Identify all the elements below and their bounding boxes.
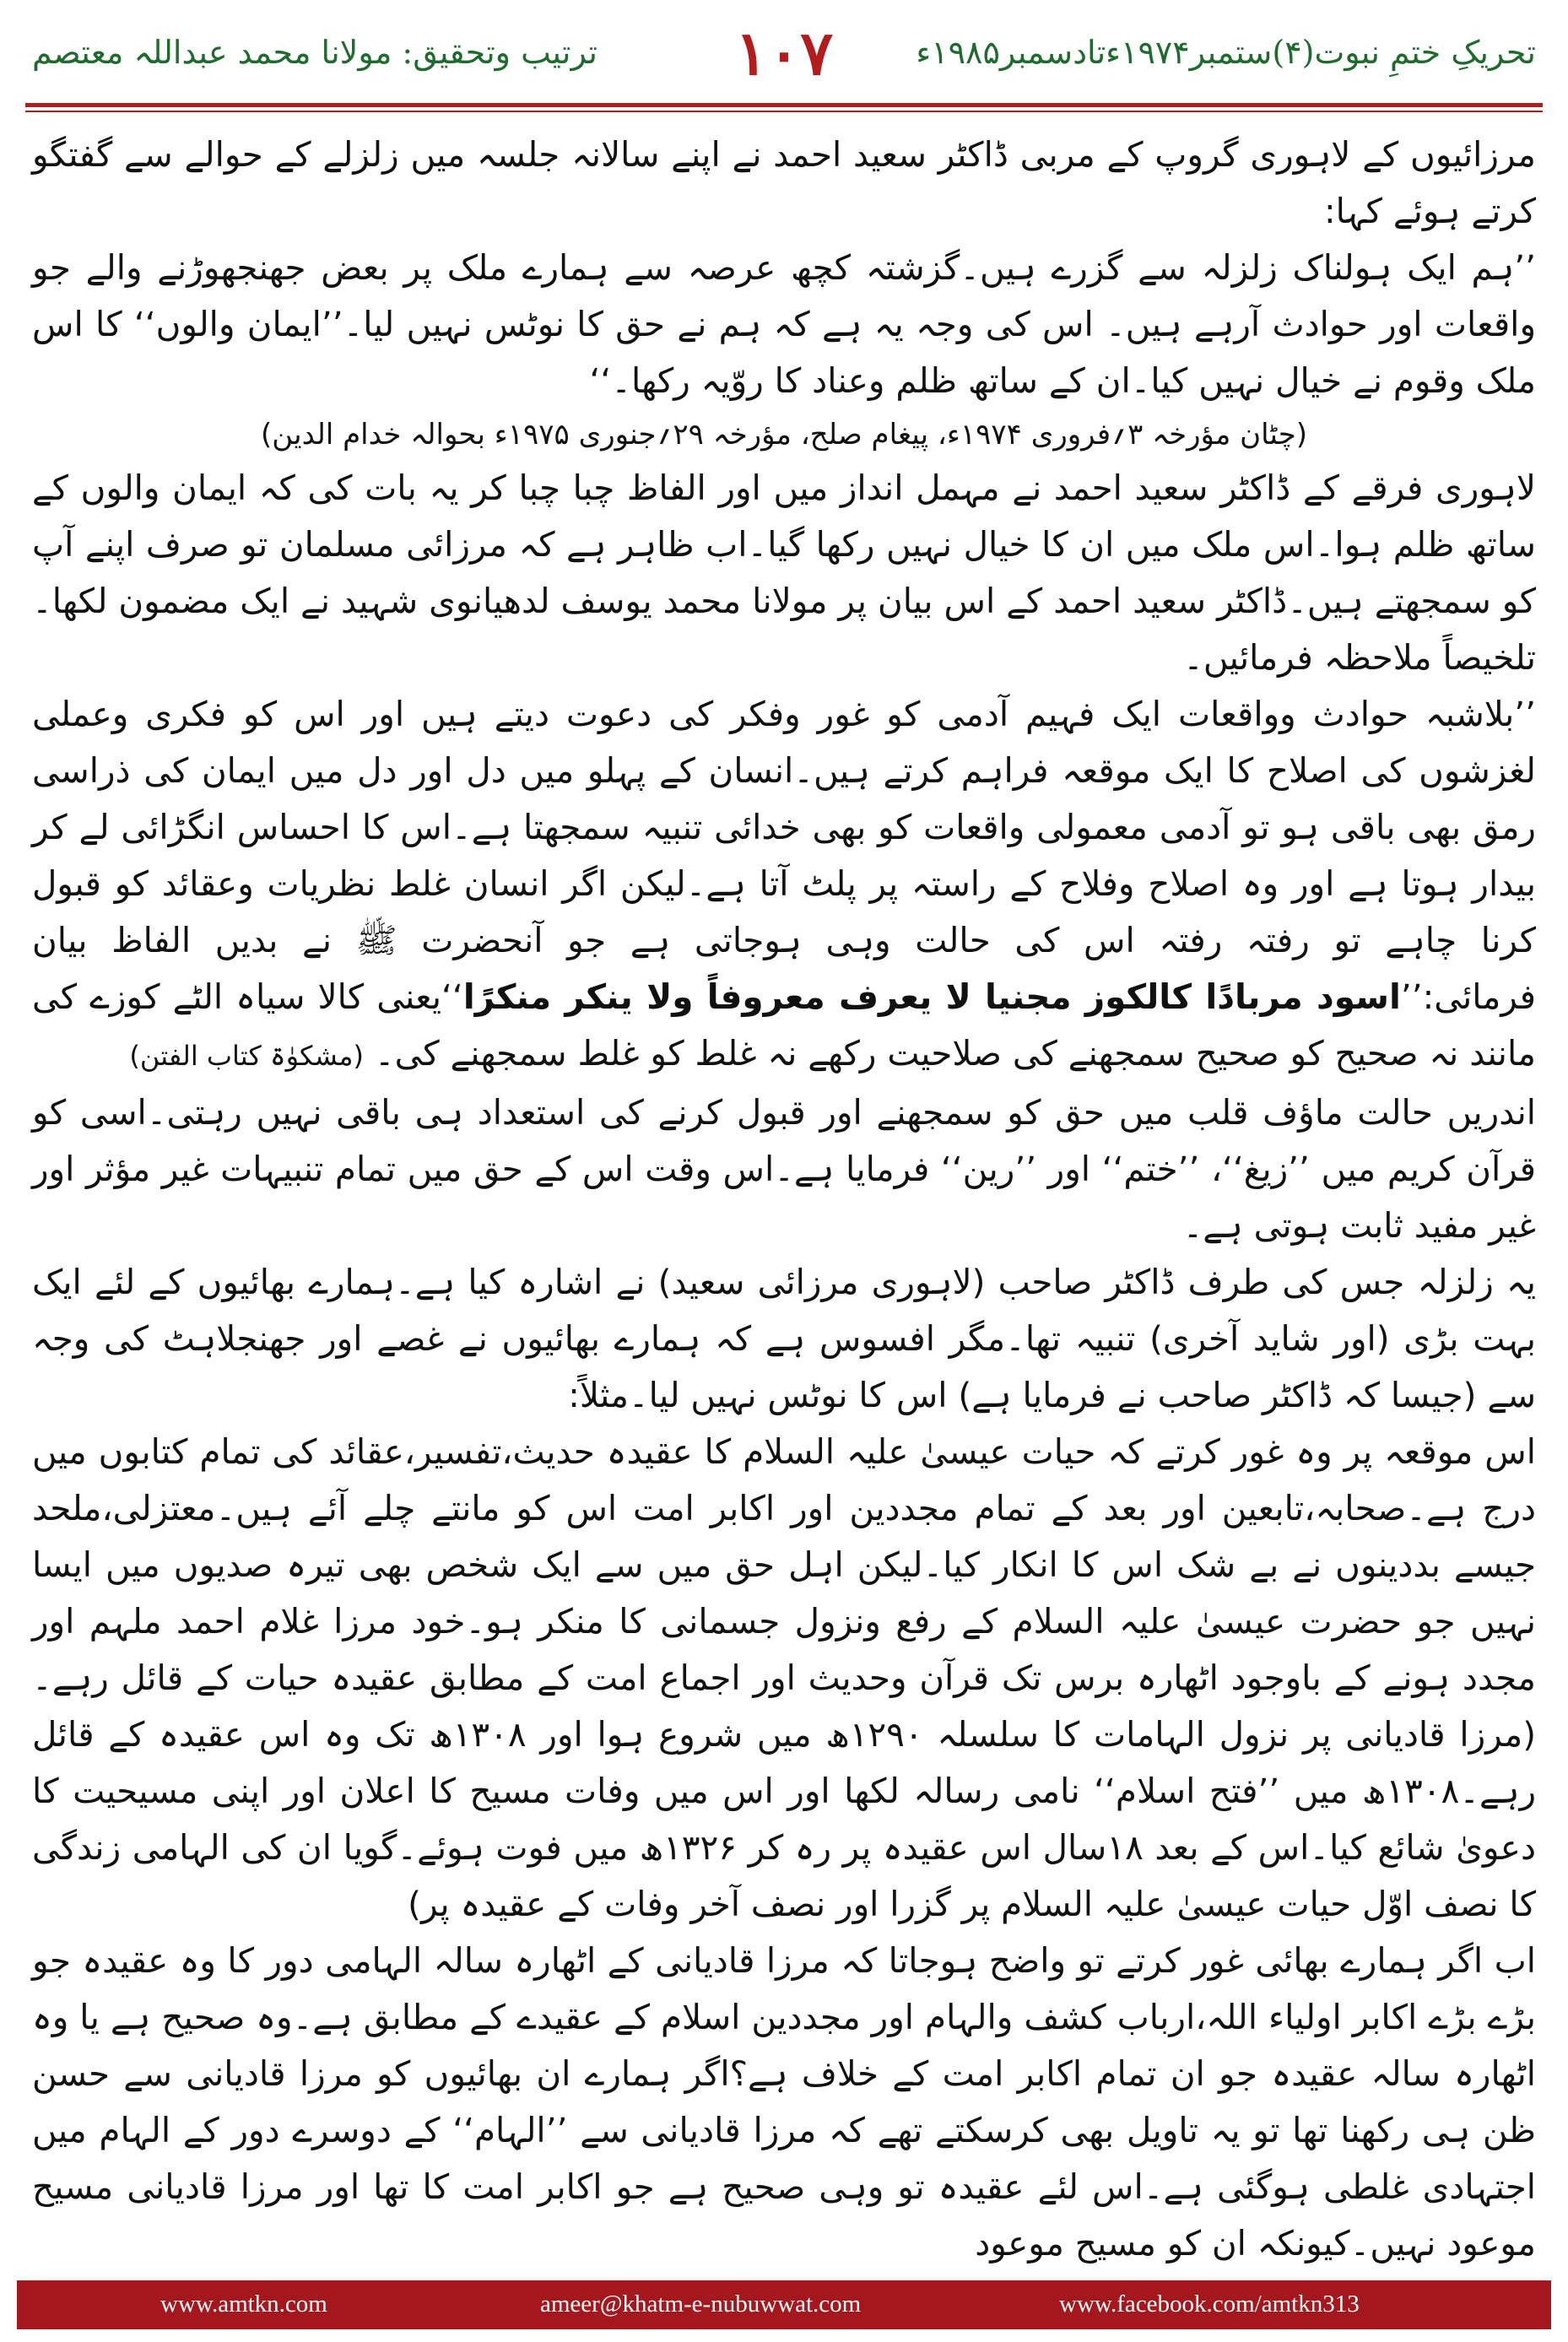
article-body xyxy=(32,127,1537,2264)
paragraph-commentary: لاہوری فرقے کے ڈاکٹر سعید احمد نے مہمل انداز میں اور الفاظ چبا چبا کر یہ بات کی کہ ایمان والوں کے ساتھ ظلم ہوا۔اس ملک میں ان کا خیال نہیں رکھا گیا۔اب ظاہر ہے کہ مرزائی مسلمان تو صرف اپنے آپ کو سمجھتے ہیں۔ڈاکٹر سعید احمد کے اس بیان پر مولانا محمد یوسف لدھیانوی شہید نے ایک مضمون لکھا۔تلخیصاً ملاحظہ فرمائیں۔ xyxy=(32,468,1536,678)
header-divider-thin xyxy=(25,111,1543,112)
hadith-translation: ‘‘یعنی کالا سیاہ الٹے کوزے کی مانند نہ صحیح کو صحیح سمجھنے کی صلاحیت رکھے نہ غلط کو غلط سمجھنے کی۔ xyxy=(32,976,1536,1074)
email-link[interactable]: ameer@khatm-e-nubuwwat.com xyxy=(540,2291,862,2318)
paragraph-hayat-isa: اس موقعہ پر وہ غور کرتے کہ حیات عیسیٰ علیہ السلام کا عقیدہ حدیث،تفسیر،عقائد کی تمام کتابوں میں درج ہے۔صحابہ،تابعین اور بعد کے تمام مجددین اور اکابر امت اس کو مانتے چلے آئے ہیں۔معتزلی،ملحد جیسے بددینوں نے بے شک اس کا انکار کیا۔لیکن اہل حق میں سے ایک شخص بھی تیرہ صدیوں میں ایسا نہیں جو حضرت عیسیٰ علیہ السلام کے رفع ونزول جسمانی کا منکر ہو۔خود مرزا غلام احمد ملہم اور مجدد ہونے کے باوجود اٹھارہ برس تک قرآن وحدیث اور اجماع امت کے مطابق عقیدہ حیات کے قائل رہے۔(مرزا قادیانی پر نزول الہامات کا سلسلہ ۱۲۹۰ھ میں شروع ہوا اور ۱۳۰۸ھ تک وہ اس عقیدہ کے قائل رہے۔۱۳۰۸ھ میں ’’فتح اسلام‘‘ نامی رسالہ لکھا اور اس میں وفات مسیح کا اعلان اور اپنی مسیحیت کا دعویٰ شائع کیا۔اس کے بعد ۱۸سال اس عقیدہ پر رہ کر ۱۳۲۶ھ میں فوت ہوئے۔گویا ان کی الہامی زندگی کا نصف اوّل حیات عیسیٰ علیہ السلام پر گزرا اور نصف آخر وفات کے عقیدہ پر) xyxy=(32,1431,1537,1924)
page-header xyxy=(0,0,1568,100)
hadith-reference: (مشکوٰۃ کتاب الفتن) xyxy=(129,1040,364,1072)
hadith-arabic-text: اسود مربادًا کالکوز مجنیا لا یعرف معروفاً ولا ینکر منکرًا xyxy=(462,976,1401,1017)
series-title: تحریکِ ختمِ نبوت(۴)ستمبر۱۹۷۴ءتادسمبر۱۹۸۵ء xyxy=(916,34,1536,71)
paragraph-quranic-terms: اندریں حالت ماؤف قلب میں حق کو سمجھنے اور قبول کرنے کی استعداد ہی باقی نہیں رہتی۔اسی کو قرآن کریم میں ’’زیغ‘‘، ’’ختم‘‘ اور ’’رین‘‘ فرمایا ہے۔اس وقت اس کے حق میں تمام تنبیہات غیر مؤثر اور غیر مفید ثابت ہوتی ہے۔ xyxy=(32,1092,1536,1246)
paragraph-hadith-quote xyxy=(32,686,1536,1084)
paragraph-intro: مرزائیوں کے لاہوری گروپ کے مربی ڈاکٹر سعید احمد نے اپنے سالانہ جلسہ میں زلزلے کے حوالے سے گفتگو کرتے ہوئے کہا: xyxy=(32,134,1536,231)
header-divider xyxy=(25,103,1543,107)
quote-lahori-doctor: ’’ہم ایک ہولناک زلزلہ سے گزرے ہیں۔گزشتہ کچھ عرصہ سے ہمارے ملک پر بعض جھنجھوڑنے والے جو واقعات اور حوادث آرہے ہیں۔ اس کی وجہ یہ ہے کہ ہم نے حق کا نوٹس نہیں لیا۔’’ایمان والوں‘‘ کا اس ملک وقوم نے خیال نہیں کیا۔ان کے ساتھ ظلم وعناد کا روّیہ رکھا۔‘‘ xyxy=(32,247,1536,401)
page-footer xyxy=(0,2270,1568,2342)
compiler-credit: ترتیب وتحقیق: مولانا محمد عبداللہ معتصم xyxy=(32,34,598,71)
website-link[interactable]: www.amtkn.com xyxy=(160,2291,327,2318)
citation-sources: (چٹان مؤرخہ ۳؍فروری ۱۹۷۴ء، پیغام صلح، مؤرخہ ۲۹؍جنوری ۱۹۷۵ء بحوالہ خدام الدین) xyxy=(261,418,1307,452)
paragraph-earthquake-warning: یہ زلزلہ جس کی طرف ڈاکٹر صاحب (لاہوری مرزائی سعید) نے اشارہ کیا ہے۔ہمارے بھائیوں کے لئے ایک بہت بڑی (اور شاید آخری) تنبیہ تھا۔مگر افسوس ہے کہ ہمارے بھائیوں نے غصے اور جھنجلاہٹ کی وجہ سے (جیسا کہ ڈاکٹر صاحب نے فرمایا ہے) اس کا نوٹس نہیں لیا۔مثلاً: xyxy=(32,1262,1536,1415)
paragraph-conclusion: اب اگر ہمارے بھائی غور کرتے تو واضح ہوجاتا کہ مرزا قادیانی کے اٹھارہ سالہ الہامی دور کا وہ عقیدہ جو بڑے بڑے اکابر اولیاء اللہ،ارباب کشف والہام اور مجددین اسلام کے عقیدے کے مطابق ہے۔وہ صحیح ہے یا وہ اٹھارہ سالہ عقیدہ جو ان تمام اکابر امت کے خلاف ہے؟اگر ہمارے ان بھائیوں کو مرزا قادیانی سے حسن ظن ہی رکھنا تھا تو یہ تاویل بھی کرسکتے تھے کہ مرزا قادیانی سے ’’الہام‘‘ کے دوسرے دور کے الہام میں اجتہادی غلطی ہوگئی ہے۔اس لئے عقیدہ تو وہی صحیح ہے جو اکابر امت کا تھا اور مرزا قادیانی مسیح موعود نہیں۔کیونکہ ان کو مسیح موعود xyxy=(32,1940,1536,2264)
page-number: ۱۰۷ xyxy=(734,17,833,89)
facebook-link[interactable]: www.facebook.com/amtkn313 xyxy=(1059,2291,1360,2318)
hadith-intro-text: ’’بلاشبہ حوادث وواقعات ایک فہیم آدمی کو غور وفکر کی دعوت دیتے ہیں اور اس کو فکری وعملی لغزشوں کی اصلاح کا ایک موقعہ فراہم کرتے ہیں۔انسان کے پہلو میں دل اور دل میں ایمان کی ذراسی رمق بھی باقی ہو تو آدمی معمولی واقعات کو بھی خدائی تنبیہ سمجھتا ہے۔اس کا احساس انگڑائی لے کر بیدار ہوتا ہے اور وہ اصلاح وفلاح کے راستہ پر پلٹ آتا ہے۔لیکن اگر انسان غلط نظریات وعقائد کو قبول کرنا چاہے تو رفتہ رفتہ اس کی حالت وہی ہوجاتی ہے جو آنحضرت ﷺ نے بدیں الفاظ بیان فرمائی:’’ xyxy=(32,694,1537,1017)
